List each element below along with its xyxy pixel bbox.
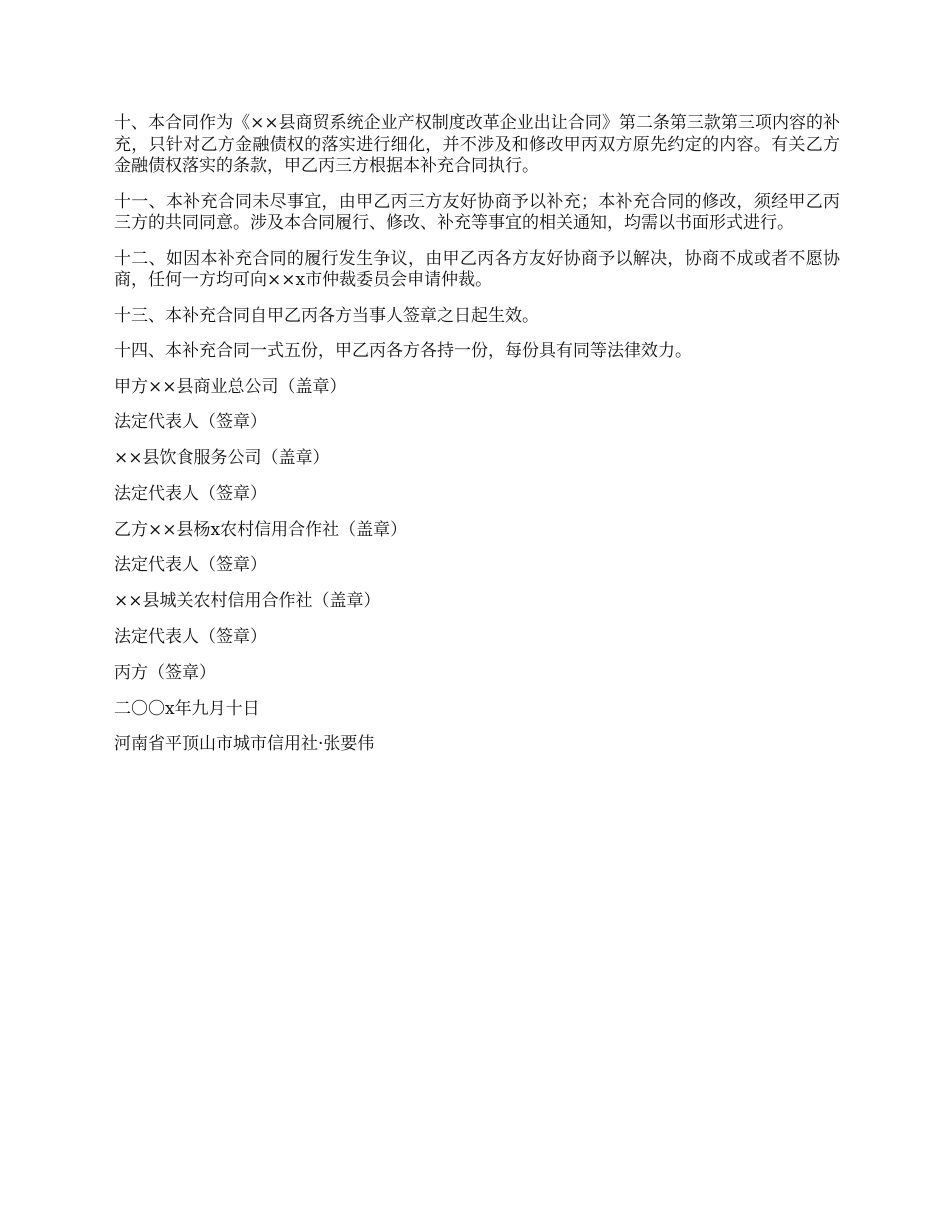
author-attribution: 河南省平顶山市城市信用社·张要伟 [114,734,375,755]
legal-rep-line: 法定代表人（签章） [114,627,267,648]
clause-12: 十二、如因本补充合同的履行发生争议，由甲乙丙各方友好协商予以解决，协商不成或者不愿协商，任何一方均可向××x市仲裁委员会申请仲裁。 [114,248,840,290]
legal-rep-line: 法定代表人（签章） [114,412,267,433]
clause-11: 十一、本补充合同未尽事宜，由甲乙丙三方友好协商予以补充；本补充合同的修改，须经甲乙丙三方的共同同意。涉及本合同履行、修改、补充等事宜的相关通知，均需以书面形式进行。 [114,191,840,233]
party-c-signature: 丙方（签章） [114,662,216,683]
clause-10: 十、本合同作为《××县商贸系统企业产权制度改革企业出让合同》第二条第三款第三项内容的补充，只针对乙方金融债权的落实进行细化，并不涉及和修改甲丙双方原先约定的内容。有关乙方金融债权落实的条款，甲乙丙三方根据本补充合同执行。 [114,113,840,176]
signing-date: 二〇〇x年九月十日 [114,698,260,719]
clause-13: 十三、本补充合同自甲乙丙各方当事人签章之日起生效。 [114,305,539,326]
clause-14: 十四、本补充合同一式五份，甲乙丙各方各持一份，每份具有同等法律效力。 [114,341,692,361]
party-a-company-1: 甲方××县商业总公司（盖章） [114,376,347,397]
party-a-company-2: ××县饮食服务公司（盖章） [114,448,330,469]
document-body [114,113,840,770]
party-b-company-1: 乙方××县杨x农村信用合作社（盖章） [114,519,408,540]
legal-rep-line: 法定代表人（签章） [114,555,267,576]
party-b-company-2: ××县城关农村信用合作社（盖章） [114,591,381,612]
legal-rep-line: 法定代表人（签章） [114,483,267,504]
